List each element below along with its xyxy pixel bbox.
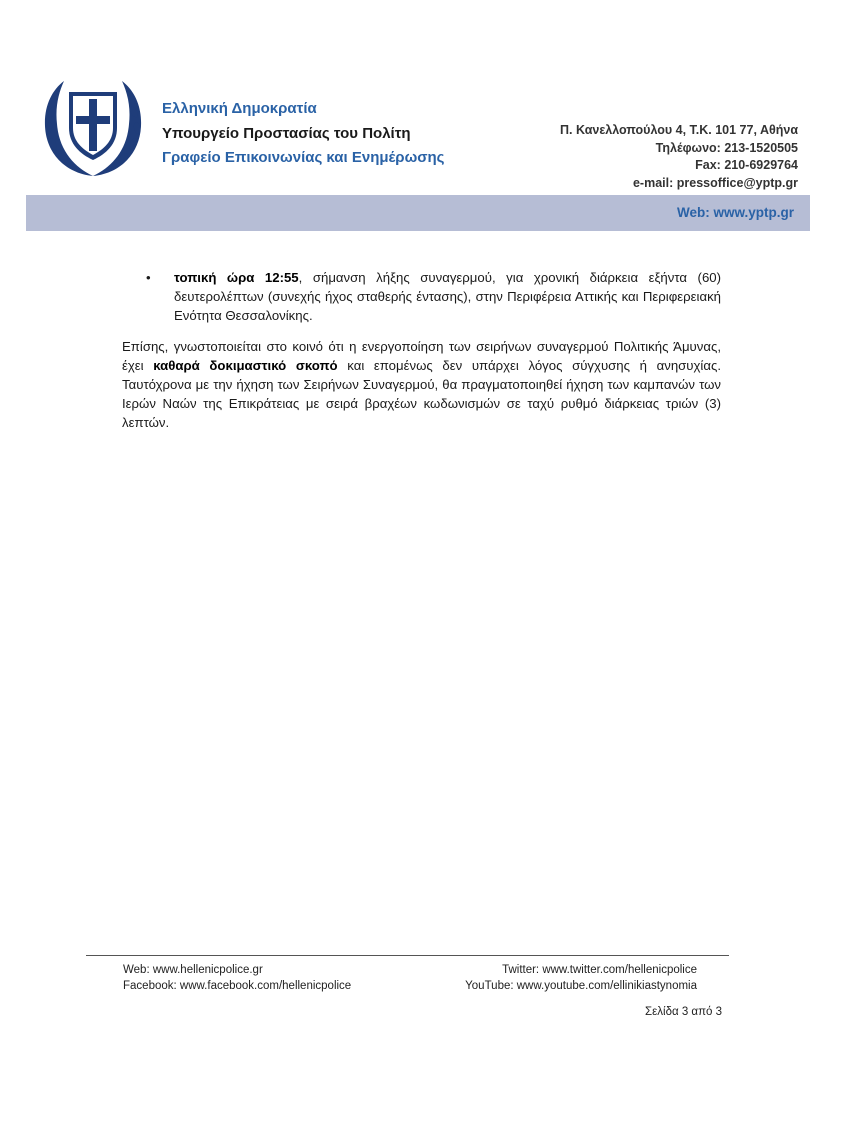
bullet-item	[122, 268, 721, 326]
paragraph-bold: καθαρά δοκιμαστικό σκοπό	[153, 357, 338, 373]
footer-divider	[86, 955, 729, 956]
greek-state-emblem-icon	[38, 72, 148, 182]
bullet-text: , σήμανση λήξης συναγερμού, για χρονική διάρκεια εξήντα (60) δευτερολέπτων (συνεχής ήχος σταθερής έντασης), στην Περιφέρεια Αττικής και Περιφερειακή Ενότητα Θεσσαλονίκης.	[174, 270, 722, 324]
email: e-mail: pressoffice@yptp.gr	[632, 175, 798, 190]
footer-left	[123, 963, 351, 994]
header-band	[26, 195, 810, 231]
fax: Fax: 210-6929764	[695, 158, 798, 172]
org-line-republic: Ελληνική Δημοκρατία	[162, 100, 317, 117]
paragraph	[122, 337, 721, 433]
footer-right	[465, 963, 697, 994]
organization-block	[162, 97, 444, 171]
footer-facebook-link[interactable]: Facebook: www.facebook.com/hellenicpolice	[123, 979, 352, 992]
document-body	[122, 268, 721, 433]
bullet-icon: •	[146, 270, 151, 285]
address: Π. Κανελλοπούλου 4, Τ.Κ. 101 77, Αθήνα	[559, 123, 798, 137]
phone: Τηλέφωνο: 213-1520505	[655, 140, 798, 155]
org-line-office: Γραφείο Επικοινωνίας και Ενημέρωσης	[162, 149, 445, 166]
footer-twitter-link[interactable]: Twitter: www.twitter.com/hellenicpolice	[502, 964, 697, 976]
paragraph-start: Επίσης, γνωστοποιείται στο κοινό ότι η ενεργοποίηση των σειρήνων συναγερμού Πολιτικής Άμυνας, έχει	[122, 338, 721, 373]
paragraph-end: και επομένως δεν υπάρχει λόγος σύγχυσης ή ανησυχίας. Ταυτόχρονα με την ήχηση των Σειρήνων Συναγερμού, θα πραγματοποιηθεί ήχηση των καμπανών των Ιερών Ναών της Επικράτειας με σειρά βραχέων κωδωνισμών σε ταχύ ρυθμό διάρκειας τριών (3) λεπτών.	[122, 357, 722, 431]
bullet-bold-text: τοπική ώρα 12:55	[174, 270, 299, 285]
footer-web-link[interactable]: Web: www.hellenicpolice.gr	[123, 964, 263, 976]
contact-block	[560, 122, 798, 192]
header-web-link[interactable]: Web: www.yptp.gr	[677, 205, 794, 220]
org-line-ministry: Υπουργείο Προστασίας του Πολίτη	[162, 124, 411, 142]
page-number: Σελίδα 3 από 3	[645, 1006, 722, 1018]
footer-youtube-link[interactable]: YouTube: www.youtube.com/ellinikiastynomia	[465, 979, 697, 992]
